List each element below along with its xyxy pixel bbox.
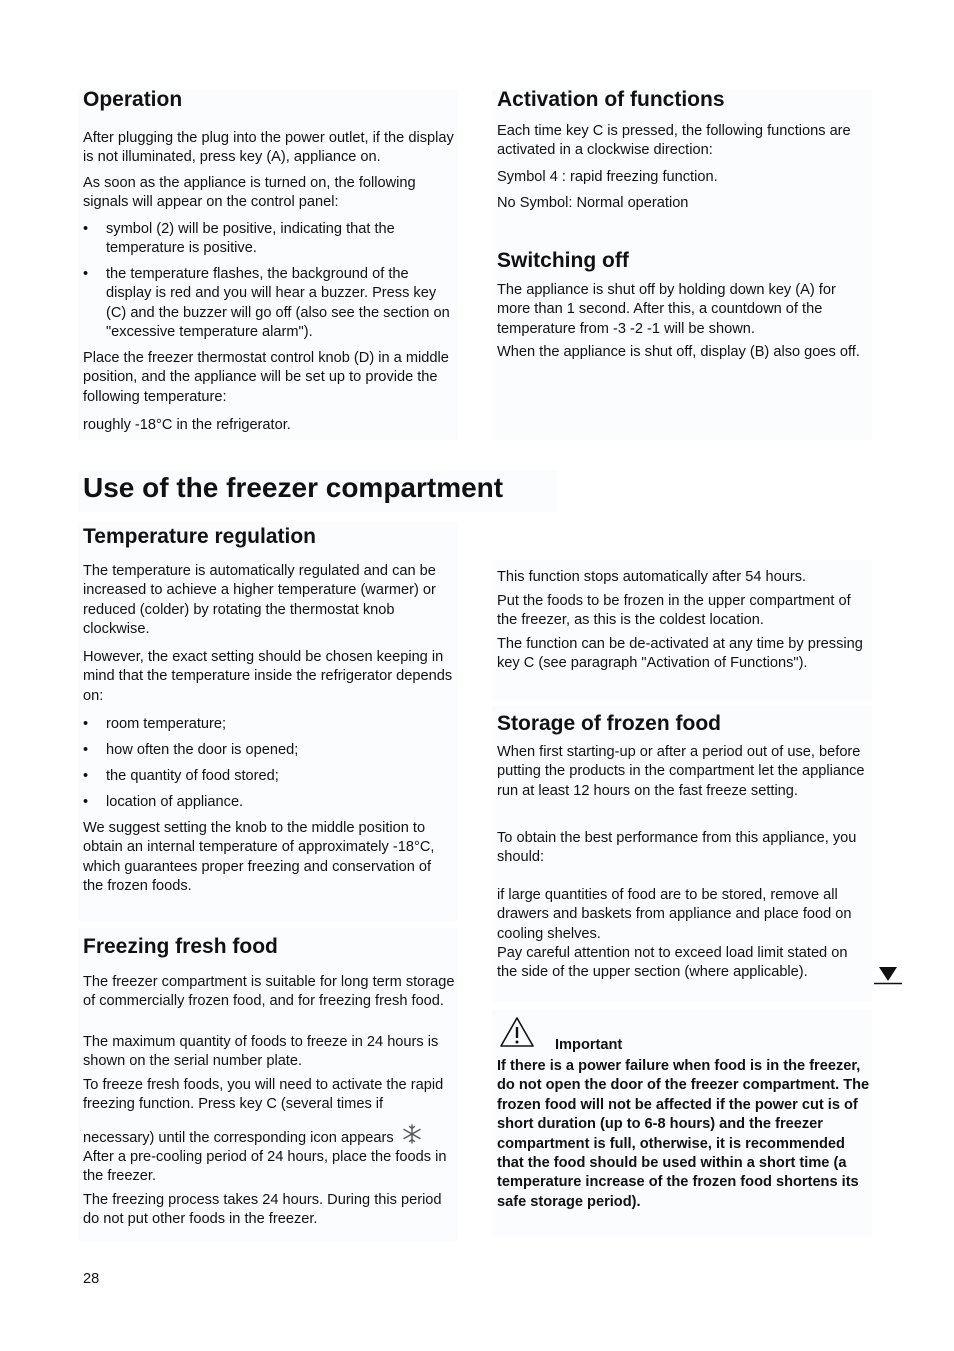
operation-bullet-1: • symbol (2) will be positive, indicating that the temperature is positive. xyxy=(83,221,395,257)
warning-triangle-icon xyxy=(499,1016,535,1048)
freezing-paragraph-2: The maximum quantity of foods to freeze in 24 hours is shown on the serial number plate. xyxy=(83,1034,439,1070)
bullet-dot: • xyxy=(83,768,89,784)
freezing-paragraph-1: The freezer compartment is suitable for long term storage of commercially frozen food, and for freezing fresh food. xyxy=(83,974,455,1010)
temp-reg-paragraph-1: The temperature is automatically regulated and can be increased to achieve a higher temperature (warmer) or reduced (colder) by rotating the thermostat knob clockwise. xyxy=(83,563,436,638)
activation-paragraph-3: No Symbol: Normal operation xyxy=(497,195,689,211)
temp-reg-paragraph-3: We suggest setting the knob to the middle position to obtain an internal temperature of approximately -18°C, which guarantees proper freezing and conservation of the frozen foods. xyxy=(83,820,435,895)
temperature-regulation-heading: Temperature regulation xyxy=(83,525,316,548)
storage-heading: Storage of frozen food xyxy=(497,712,721,735)
operation-paragraph-3: Place the freezer thermostat control knob (D) in a middle position, and the appliance will be set up to provide the following temperature: xyxy=(83,350,449,405)
rapid-freeze-paragraph-1: This function stops automatically after 54 hours. xyxy=(497,569,807,585)
freezing-paragraph-3b-text: necessary) until the corresponding icon appears xyxy=(83,1130,394,1146)
load-limit-marker-icon xyxy=(873,964,903,986)
freezing-paragraph-3b xyxy=(83,1124,455,1150)
activation-heading: Activation of functions xyxy=(497,88,725,111)
bullet-dot: • xyxy=(83,266,89,282)
temp-reg-bullet-4: • location of appliance. xyxy=(83,793,455,813)
operation-bullet-2: • the temperature flashes, the background of the display is red and you will hear a buzzer. Press key (C) and the buzzer will go off (also see the section on "excessive temperature alarm"). xyxy=(83,266,450,341)
storage-paragraph-2: To obtain the best performance from this appliance, you should: xyxy=(497,830,857,866)
operation-paragraph-4: roughly -18°C in the refrigerator. xyxy=(83,417,291,433)
freezing-paragraph-3a: To freeze fresh foods, you will need to activate the rapid freezing function. Press key C (several times if xyxy=(83,1077,444,1113)
important-label: Important xyxy=(555,1037,623,1053)
activation-paragraph-2: Symbol 4 : rapid freezing function. xyxy=(497,169,718,185)
bullet-dot: • xyxy=(83,794,89,810)
operation-paragraph-1: After plugging the plug into the power outlet, if the display is not illuminated, press key (A), appliance on. xyxy=(83,130,454,166)
page-number: 28 xyxy=(83,1271,100,1287)
rapid-freeze-paragraph-2: Put the foods to be frozen in the upper compartment of the freezer, as this is the coldest location. xyxy=(497,593,851,629)
page-title: Use of the freezer compartment xyxy=(83,472,504,503)
bullet-dot: • xyxy=(83,742,89,758)
storage-paragraph-4: Pay careful attention not to exceed load limit stated on the side of the upper section (where applicable). xyxy=(497,945,848,981)
snowflake-icon xyxy=(402,1124,422,1150)
switching-off-paragraph-1: The appliance is shut off by holding down key (A) for more than 1 second. After this, a countdown of the temperature from -3 -2 -1 will be shown. xyxy=(497,282,836,337)
operation-heading: Operation xyxy=(83,88,183,111)
storage-paragraph-1: When first starting-up or after a period out of use, before putting the products in the compartment let the appliance run at least 12 hours on the fast freeze setting. xyxy=(497,744,865,799)
bullet-dot: • xyxy=(83,221,89,237)
temp-reg-bullet-2: • how often the door is opened; xyxy=(83,741,455,761)
switching-off-heading: Switching off xyxy=(497,249,629,272)
temp-reg-bullet-1: • room temperature; xyxy=(83,715,455,735)
rapid-freeze-paragraph-3: The function can be de-activated at any time by pressing key C (see paragraph "Activation of Functions"). xyxy=(497,636,863,672)
storage-paragraph-3: if large quantities of food are to be stored, remove all drawers and baskets from appliance and place food on cooling shelves. xyxy=(497,887,852,942)
bullet-dot: • xyxy=(83,716,89,732)
freezing-paragraph-4: After a pre-cooling period of 24 hours, place the foods in the freezer. xyxy=(83,1149,447,1185)
temp-reg-bullet-3: • the quantity of food stored; xyxy=(83,767,455,787)
switching-off-paragraph-2: When the appliance is shut off, display (B) also goes off. xyxy=(497,344,860,360)
freezing-fresh-food-heading: Freezing fresh food xyxy=(83,935,278,958)
activation-paragraph-1: Each time key C is pressed, the following functions are activated in a clockwise direction: xyxy=(497,123,851,159)
operation-paragraph-2: As soon as the appliance is turned on, the following signals will appear on the control panel: xyxy=(83,175,416,211)
important-text: If there is a power failure when food is in the freezer, do not open the door of the freezer compartment. The frozen food will not be affected if the power cut is of short duration (up to 6-8 hours) and the freezer compartment is full, otherwise, it is recommended that the food should be used within a short time (a temperature increase of the frozen food shortens its safe storage period). xyxy=(497,1058,870,1210)
freezing-paragraph-5: The freezing process takes 24 hours. During this period do not put other foods in the freezer. xyxy=(83,1192,442,1228)
temp-reg-paragraph-2: However, the exact setting should be chosen keeping in mind that the temperature inside the refrigerator depends on: xyxy=(83,649,453,704)
